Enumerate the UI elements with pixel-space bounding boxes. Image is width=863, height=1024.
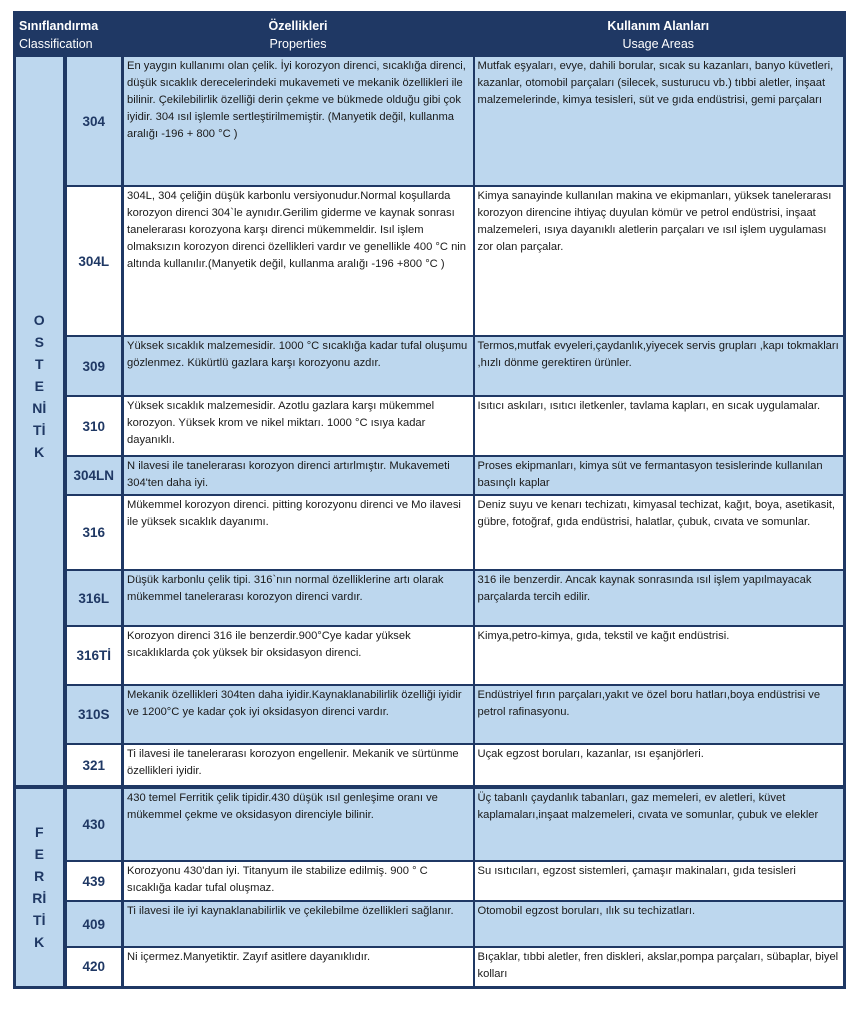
table-row xyxy=(15,336,845,396)
table-row xyxy=(15,495,845,570)
properties-cell: Mekanik özellikleri 304ten daha iyidir.Kaynaklanabilirlik özelliği iyidir ve 1200°C ye kadar çok iyi oksidasyon direnci vardır. xyxy=(123,685,474,744)
steel-grade: 430 xyxy=(65,787,123,861)
usage-cell: Kimya sanayinde kullanılan makina ve ekipmanları, yüksek tanelerarası korozyon direncine ihtiyaç duyulan kömür ve petrol endüstrisi, inşaat malzemeleri, ısıya dayanıklı aletlerin parçaları ve ısıl işlem uygulaması zor olan parçalar. xyxy=(474,186,845,336)
steel-grade: 309 xyxy=(65,336,123,396)
header-usage xyxy=(474,13,845,57)
properties-cell: Düşük karbonlu çelik tipi. 316`nın normal özelliklerine artı olarak mükemmel tanelerarası korozyon direnci vardır. xyxy=(123,570,474,626)
usage-cell: Proses ekipmanları, kimya süt ve fermantasyon tesislerinde kullanılan basınçlı kaplar xyxy=(474,456,845,495)
properties-cell: 304L, 304 çeliğin düşük karbonlu versiyonudur.Normal koşullarda korozyon direnci 304`le aynıdır.Gerilim giderme ve kaynak sonrası tanelerarası korozyona karşı direnci mükemmeldir. Isıl işlem olmaksızın korozyon direnci özellikleri vardır ve genellikle 400 °C nin altında kullanılır.(Manyetik değil, kullanma aralığı -196 +800 °C ) xyxy=(123,186,474,336)
header-usage-tr: Kullanım Alanları xyxy=(607,19,710,33)
usage-cell: Bıçaklar, tıbbi aletler, fren diskleri, akslar,pompa parçaları, sübaplar, biyel kolları xyxy=(474,947,845,987)
properties-cell: Yüksek sıcaklık malzemesidir. 1000 °C sıcaklığa kadar tufal oluşumu gözlenmez. Kükürtlü gazlara karşı korozyonu azdır. xyxy=(123,336,474,396)
steel-grade: 304 xyxy=(65,56,123,186)
usage-cell: Üç tabanlı çaydanlık tabanları, gaz memeleri, ev aletleri, küvet kaplamaları,inşaat malzemeleri, cıvata ve somunlar, çubuk ve elekler xyxy=(474,787,845,861)
table-body xyxy=(15,56,845,987)
table-header xyxy=(15,13,845,57)
usage-cell: 316 ile benzerdir. Ancak kaynak sonrasında ısıl işlem yapılmayacak parçalarda tercih edilir. xyxy=(474,570,845,626)
usage-cell: Kimya,petro-kimya, gıda, tekstil ve kağıt endüstrisi. xyxy=(474,626,845,685)
steel-grade: 304LN xyxy=(65,456,123,495)
header-properties-tr: Özellikleri xyxy=(268,19,328,33)
steel-grade: 420 xyxy=(65,947,123,987)
usage-cell: Termos,mutfak evyeleri,çaydanlık,yiyecek servis grupları ,kapı tokmakları ,hızlı dönme gerektiren ürünler. xyxy=(474,336,845,396)
properties-cell: En yaygın kullanımı olan çelik. İyi korozyon direnci, sıcaklığa direnci, düşük sıcaklık derecelerindeki mukavemeti ve mekanik özellikleri ile bilinir. Çekilebilirlik özelliği derin çekme ve bükmede olduğu gibi çok iyidir. 304 ısıl işlemle sertleştirilmemiştir. (Manyetik değil, kullanma aralığı -196 + 800 °C ) xyxy=(123,56,474,186)
steel-grade: 316 xyxy=(65,495,123,570)
steel-classification-table xyxy=(13,11,846,989)
usage-cell: Uçak egzost boruları, kazanlar, ısı eşanjörleri. xyxy=(474,744,845,787)
steel-grade: 310S xyxy=(65,685,123,744)
usage-cell: Isıtıcı askıları, ısıtıcı iletkenler, tavlama kapları, en sıcak uygulamalar. xyxy=(474,396,845,456)
table-row xyxy=(15,861,845,901)
table-row xyxy=(15,787,845,861)
header-classification xyxy=(15,13,123,57)
usage-cell: Otomobil egzost boruları, ılık su techizatları. xyxy=(474,901,845,947)
steel-grade: 316Tİ xyxy=(65,626,123,685)
header-usage-en: Usage Areas xyxy=(622,37,695,51)
header-classification-en: Classification xyxy=(19,37,93,51)
properties-cell: Korozyonu 430'dan iyi. Titanyum ile stabilize edilmiş. 900 ° C sıcaklığa kadar tufal oluşmaz. xyxy=(123,861,474,901)
properties-cell: Korozyon direnci 316 ile benzerdir.900°Cye kadar yüksek sıcaklıklarda çok yüksek bir oksidasyon direnci. xyxy=(123,626,474,685)
properties-cell: N ilavesi ile tanelerarası korozyon direnci artırlmıştır. Mukavemeti 304'ten daha iyi. xyxy=(123,456,474,495)
group-name: OSTENİTİK xyxy=(32,312,47,460)
steel-grade: 316L xyxy=(65,570,123,626)
properties-cell: Ni içermez.Manyetiktir. Zayıf asitlere dayanıklıdır. xyxy=(123,947,474,987)
table-row xyxy=(15,186,845,336)
properties-cell: Mükemmel korozyon direnci. pitting korozyonu direnci ve Mo ilavesi ile yüksek sıcaklık dayanımı. xyxy=(123,495,474,570)
usage-cell: Endüstriyel fırın parçaları,yakıt ve özel boru hatları,boya endüstrisi ve petrol rafinasyonu. xyxy=(474,685,845,744)
header-properties xyxy=(123,13,474,57)
table-row xyxy=(15,947,845,987)
usage-cell: Mutfak eşyaları, evye, dahili borular, sıcak su kazanları, banyo küvetleri, kazanlar, otomobil parçaları (silecek, susturucu vb.) tıbbi aletler, inşaat malzemelerinde, kimya tesisleri, süt ve gıda endüstrisi, gemi parçaları xyxy=(474,56,845,186)
steel-classification-table-container xyxy=(13,11,843,989)
table-row xyxy=(15,570,845,626)
properties-cell: Ti ilavesi ile iyi kaynaklanabilirlik ve çekilebilme özellikleri sağlanır. xyxy=(123,901,474,947)
table-row xyxy=(15,901,845,947)
table-row xyxy=(15,685,845,744)
header-properties-en: Properties xyxy=(269,37,327,51)
steel-grade: 409 xyxy=(65,901,123,947)
group-label xyxy=(15,56,65,787)
steel-grade: 304L xyxy=(65,186,123,336)
properties-cell: 430 temel Ferritik çelik tipidir.430 düşük ısıl genleşime oranı ve mükemmel çekme ve oksidasyon direnciyle bilinir. xyxy=(123,787,474,861)
table-row xyxy=(15,456,845,495)
table-row xyxy=(15,744,845,787)
table-row xyxy=(15,396,845,456)
table-row xyxy=(15,56,845,186)
usage-cell: Su ısıtıcıları, egzost sistemleri, çamaşır makinaları, gıda tesisleri xyxy=(474,861,845,901)
header-classification-tr: Sınıflandırma xyxy=(19,19,99,33)
properties-cell: Ti ilavesi ile tanelerarası korozyon engellenir. Mekanik ve sürtünme özellikleri iyidir. xyxy=(123,744,474,787)
steel-grade: 310 xyxy=(65,396,123,456)
properties-cell: Yüksek sıcaklık malzemesidir. Azotlu gazlara karşı mükemmel korozyon. Yüksek krom ve nikel miktarı. 1000 °C ısıya kadar dayanıklı. xyxy=(123,396,474,456)
table-row xyxy=(15,626,845,685)
usage-cell: Deniz suyu ve kenarı techizatı, kimyasal techizat, kağıt, boya, asetikasit, gübre, fotoğraf, gıda endüstrisi, halatlar, çubuk, cıvata ve somunlar. xyxy=(474,495,845,570)
group-name: FERRİTİK xyxy=(32,824,47,951)
steel-grade: 321 xyxy=(65,744,123,787)
group-label xyxy=(15,787,65,987)
steel-grade: 439 xyxy=(65,861,123,901)
